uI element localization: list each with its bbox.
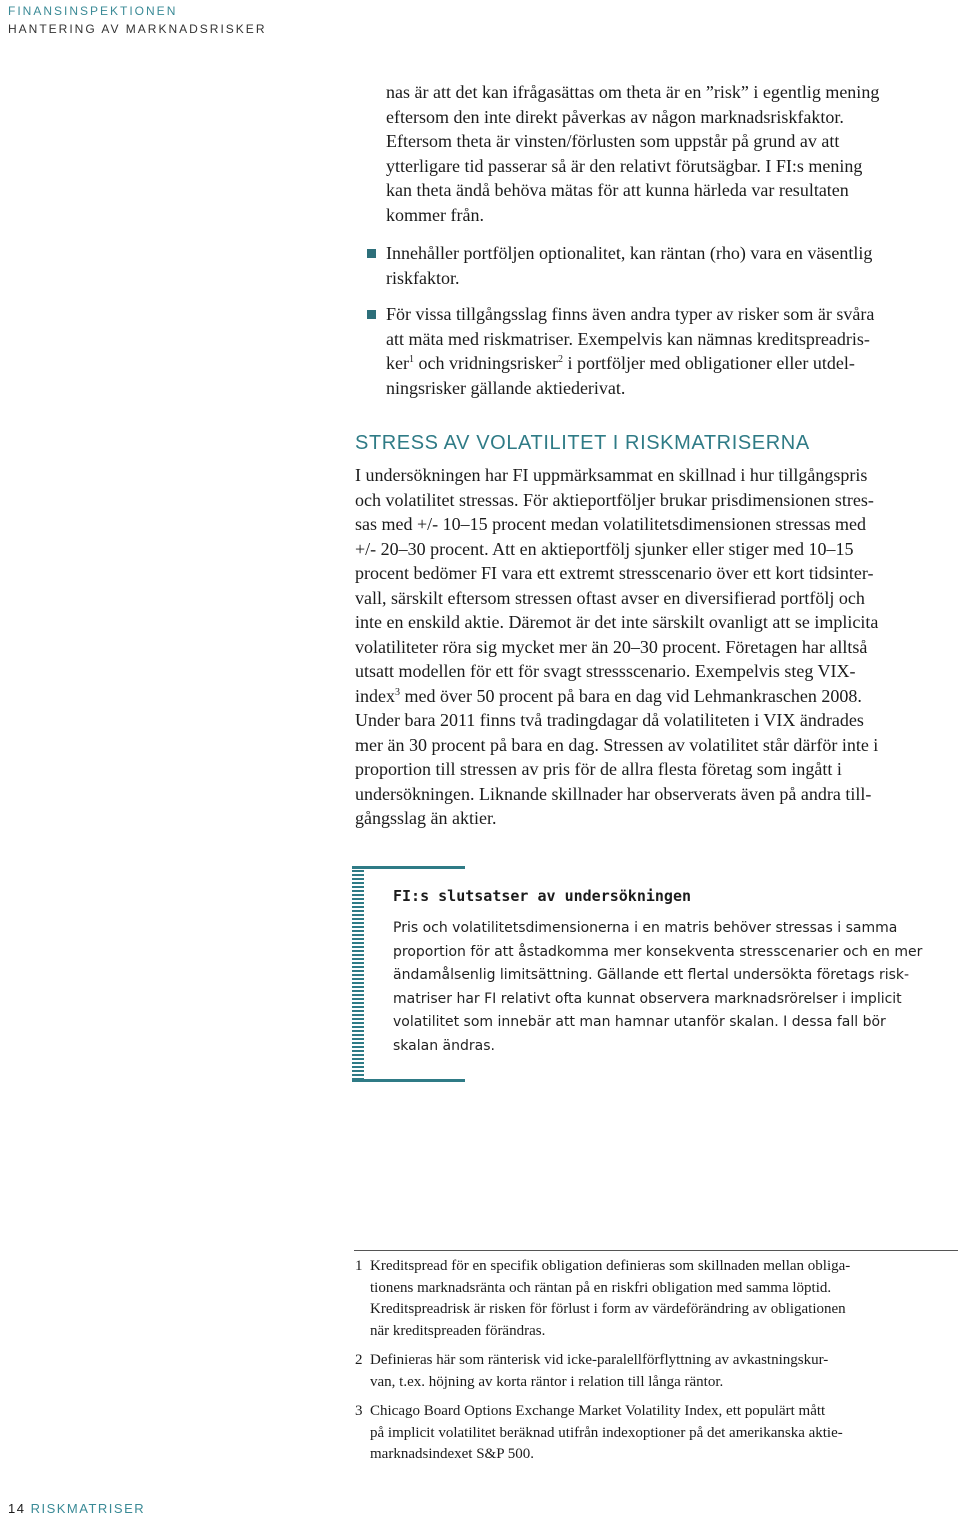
page-header: [8, 2, 266, 38]
text-line: Definieras här som ränterisk vid icke-paralellförflyttning av avkastningskur-: [370, 1352, 829, 1368]
text-line: matriser har FI relativt ofta kunnat observera marknadsrörelser i implicit: [393, 990, 902, 1007]
text-line: riskfaktor.: [386, 267, 460, 288]
bullet-item-rho: [386, 241, 958, 290]
text-line: skalan ändras.: [393, 1037, 495, 1054]
bullet-item-other-risks: [386, 302, 958, 400]
footnote-3: [355, 1401, 958, 1466]
header-org: FINANSINSPEKTIONEN: [8, 4, 178, 18]
text-line-with-footnote-refs: ker$^1$ och vridningsrisker$^2$ i portföljer med obligationer eller utdel-: [386, 353, 855, 373]
text-line: +/- 20–30 procent. Att en aktieportfölj sjunker eller stiger med 10–15: [355, 538, 854, 559]
text-line: volatilitet som innebär att man hamnar utanför skalan. I dessa fall bör: [393, 1014, 886, 1030]
continuation-paragraph: [386, 80, 958, 227]
text-line: sas med +/- 10–15 procent medan volatilitetsdimensionen stressas med: [355, 514, 867, 534]
text-line: proportion för att åstadkomma mer konsekventa stresscenarier och en mer: [393, 943, 923, 960]
text-line: ytterligare tid passerar så är den relativt förutsägbar. I FI:s mening: [386, 155, 863, 176]
footnote-number: 2: [355, 1352, 363, 1368]
text-line: van, t.ex. höjning av korta räntor i relation till långa räntor.: [370, 1373, 724, 1390]
text-line-with-footnote-ref: index$^3$ med över 50 procent på bara en dag vid Lehmankraschen 2008.: [355, 685, 862, 706]
text-line: och volatilitet stressas. För aktieportföljer brukar prisdimensionen stres-: [355, 489, 874, 510]
section-body: [355, 463, 958, 831]
footnotes: [355, 1256, 958, 1474]
text-line: mer än 30 procent på bara en dag. Stressen av volatilitet står därför inte i: [355, 734, 879, 755]
text-line: Under bara 2011 finns två tradingdagar då volatiliteten i VIX ändrades: [355, 710, 864, 730]
text-line: vall, särskilt eftersom stressen oftast avser en diversifierad portfölj och: [355, 587, 865, 608]
footnote-ref-1[interactable]: 1: [408, 354, 414, 365]
text-line: Pris och volatilitetsdimensionerna i en matris behöver stressas i samma: [393, 920, 898, 936]
box-stripe-decoration: [352, 866, 364, 1082]
footnote-ref-3[interactable]: 3: [395, 686, 400, 698]
page-footer: [8, 1501, 145, 1516]
text-line: ningsrisker gällande aktiederivat.: [386, 377, 626, 398]
text-line: tionens marknadsränta och räntan på en riskfri obligation med samma löptid.: [370, 1279, 832, 1296]
text-line: Eftersom theta är vinsten/förlusten som uppstår på grund av att: [386, 131, 840, 151]
text-line: Kreditspreadrisk är risken för förlust i form av värdeförändring av obligationen: [370, 1301, 846, 1317]
section-heading: STRESS AV VOLATILITET I RISKMATRISERNA: [355, 432, 810, 454]
square-bullet-icon: [367, 249, 376, 258]
footnote-ref-2[interactable]: 2: [557, 354, 563, 365]
footnote-number: 1: [355, 1258, 363, 1274]
footnote-divider: [354, 1250, 958, 1251]
text-line: när kreditspreaden förändras.: [370, 1322, 546, 1339]
footer-title: RISKMATRISER: [30, 1501, 146, 1516]
box-bottom-rule: [352, 1079, 465, 1082]
text-line: kan theta ändå behöva mätas för att kunna härleda var resultaten: [386, 180, 849, 200]
text-line: eftersom den inte direkt påverkas av någon marknadsriskfaktor.: [386, 106, 844, 127]
footnote-2: [355, 1350, 958, 1393]
footnote-number: 3: [355, 1403, 363, 1419]
text-line: nas är att det kan ifrågasättas om theta är en ”risk” i egentlig mening: [386, 82, 880, 102]
text-line: I undersökningen har FI uppmärksammat en skillnad i hur tillgångspris: [355, 465, 868, 485]
box-title: FI:s slutsatser av undersökningen: [393, 887, 692, 905]
text-line: Chicago Board Options Exchange Market Volatility Index, ett populärt mått: [370, 1403, 826, 1419]
box-body: [393, 917, 933, 1058]
footnote-1: [355, 1256, 958, 1342]
text-line: ändamålsenlig limitsättning. Gällande ett flertal undersökta företags risk-: [393, 967, 910, 983]
text-line: undersökningen. Liknande skillnader har observerats även på andra till-: [355, 783, 872, 804]
text-line: Kreditspread för en specifik obligation definieras som skillnaden mellan obliga-: [370, 1258, 851, 1274]
text-line: Innehåller portföljen optionalitet, kan räntan (rho) vara en väsentlig: [386, 243, 873, 263]
text-line: gångsslag än aktier.: [355, 808, 497, 828]
text-line: kommer från.: [386, 204, 484, 225]
header-subtitle: HANTERING AV MARKNADSRISKER: [8, 22, 267, 36]
text-line: proportion till stressen av pris för de allra flesta företag som ingått i: [355, 759, 842, 779]
text-line: inte en enskild aktie. Däremot är det inte särskilt ovanligt att se implicita: [355, 612, 879, 632]
text-line: procent bedömer FI vara ett extremt stresscenario över ett kort tidsinter-: [355, 563, 874, 583]
text-line: att mäta med riskmatriser. Exempelvis kan nämnas kreditspreadris-: [386, 328, 870, 349]
text-line: på implicit volatilitet beräknad utifrån indexoptioner på det amerikanska aktie-: [370, 1424, 843, 1441]
box-top-rule: [352, 866, 465, 869]
square-bullet-icon: [367, 310, 376, 319]
text-line: marknadsindexet S&P 500.: [370, 1446, 535, 1462]
text-line: utsatt modellen för ett för svagt stressscenario. Exempelvis steg VIX-: [355, 661, 856, 681]
page-number: 14: [8, 1501, 26, 1516]
text-line: För vissa tillgångsslag finns även andra typer av risker som är svåra: [386, 304, 875, 324]
text-line: volatiliteter röra sig mycket mer än 20–30 procent. Företagen har alltså: [355, 636, 868, 657]
